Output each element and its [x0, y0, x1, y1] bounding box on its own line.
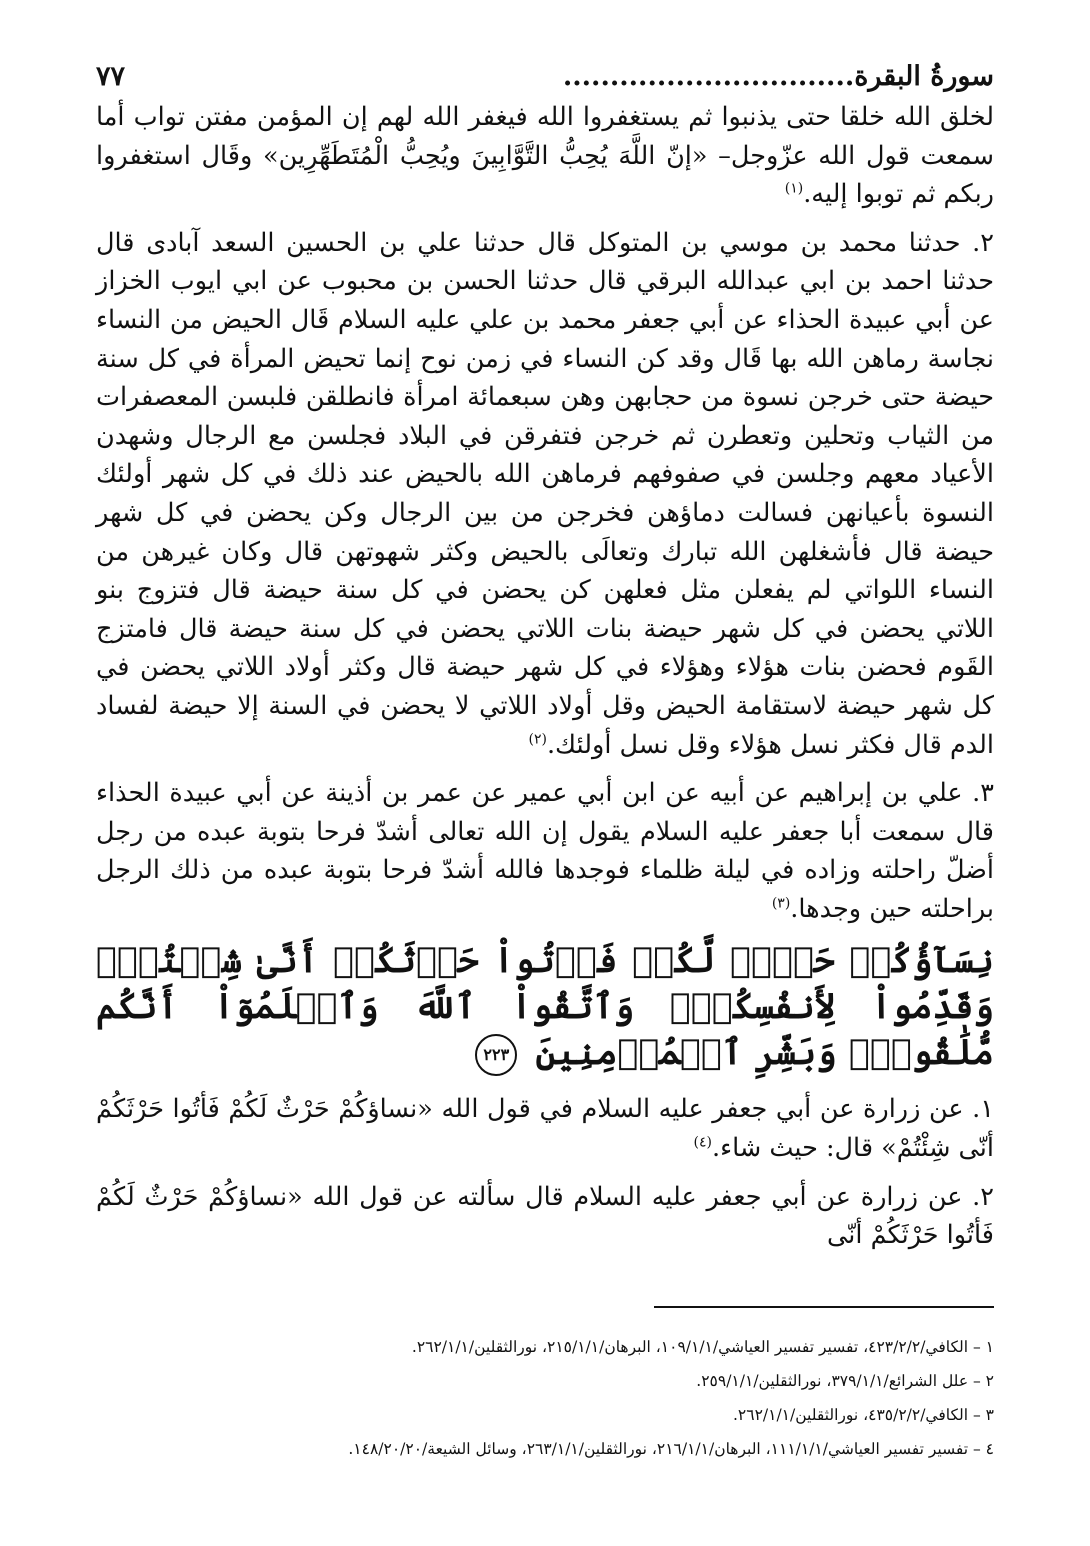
footnote-item: ١ – الكافي/٤٢٣/٢/٢، تفسير تفسير العياشي/١٠٩/١/١، البرهان/٢١٥/١/١، نورالثقلين/٢٦٢/١/١.: [411, 1338, 994, 1356]
footnote-item: ٤ – تفسير تفسير العياشي/١١١/١/١، البرهان/٢١٦/١/١، نورالثقلين/٢٦٣/١/١، وسائل الشيعة/١٤٨/٢٠/٢٠.: [348, 1440, 994, 1458]
verse-text: نِسَآؤُكُمۡ حَرۡثٞ لَّكُمۡ فَأۡتُواْ حَرۡثَكُمۡ أَنَّىٰ شِئۡتُمۡۖ وَقَدِّمُواْ لِأَنفُسِكُمۡۚ وَٱتَّقُواْ ٱللَّهَ وَٱعۡلَمُوٓاْ أَنَّكُم مُّلَٰقُوهُۗ وَبَشِّرِ ٱلۡمُؤۡمِنِينَ: [96, 940, 994, 1074]
paragraph-line: لخلق الله خلقا حتى يذنبوا ثم يستغفروا الله فيغفر الله لهم إن المؤمن مفتن تواب أما سمعت قول: [96, 102, 994, 171]
hadith-text: ١. عن زرارة عن أبي جعفر عليه السلام في قول الله «نساؤكُمْ حَرْثٌ لَكُمْ فَأتُوا حَرْثَكُمْ أنّى شِئْتُمْ» قال: حيث شاء.: [96, 1094, 994, 1164]
hadith-text: ٢. حدثنا محمد بن موسي بن المتوكل قال حدثنا علي بن الحسين السعد آبادى قال حدثنا احمد بن ابي عبدالله البرقي قال حدثنا الحسن بن محبوب عن ابي ايوب الخزاز عن أبي عبيدة الحذاء عن أبي جعفر محمد بن علي عليه السلام قَال الحيض من النساء نجاسة رماهن الله بها قَال وقد كن النساء في زمن نوح إنما تحيض المرأة في كل سنة حيضة حتى خرجن نسوة من حجابهن وهن سبعمائة امرأة فانطلقن فلبسن المعصفرات من الثياب وتحلين وتعطرن ثم خرجن فتفرقن في البلاد فجلسن مع الرجال وشهدن الأعياد معهم وجلسن في صفوفهم فرماهن الله بالحيض عند ذلك في كل شهر أولئك النسوة بأعيانهن فسالت دماؤهن فخرجن من بين الرجال وكن يحضن في كل شهر حيضة قال فأشغلهن الله تبارك وتعالَى بالحيض وكثر شهوتهن قال وكان غيرهن من النساء اللواتي لم يفعلن مثل فعلهن كن يحضن في كل سنة حيضة قال فتزوج بنو اللاتي يحضن في كل شهر حيضة بنات اللاتي يحضن في كل سنة حيضة قال فامتزج القَوم فحضن بنات هؤلاء وهؤلاء في كل شهر حيضة قال وكثر أولاد اللاتي يحضن في كل شهر حيضة لاستقامة الحيض وقل أولاد اللاتي لا يحضن في السنة إلا حيضة لفساد الدم قال فكثر نسل هؤلاء وقل نسل أولئك.: [96, 227, 994, 760]
header-title-group: [563, 61, 994, 92]
hadith-paragraph-4: [96, 1090, 994, 1167]
footnote-divider: [654, 1306, 994, 1308]
verse-number-medallion: ٢٢٣: [475, 1034, 517, 1076]
paragraph-continued: [96, 98, 994, 214]
running-header: [96, 52, 994, 92]
hadith-paragraph-5: [96, 1178, 994, 1255]
quran-verse: [96, 938, 994, 1076]
footnote-ref: (١): [784, 180, 804, 197]
footnote-ref: (٤): [693, 1134, 712, 1151]
paragraph-line: الله عزّوجل– «إنّ اللَّهَ يُحِبُّ التَّوَّابِينَ ويُحِبُّ الْمُتَطَهِّرِين» وقَال استغفروا ربكم ثم توبوا إليه.: [96, 140, 994, 210]
footnote-ref: (٢): [528, 731, 547, 747]
header-leader-dots: ...............................: [562, 61, 855, 92]
footnote-ref: (٣): [771, 895, 791, 912]
surah-title: سورةُ البقرة: [854, 61, 994, 92]
page-body: [96, 98, 994, 1265]
hadith-text: ٢. عن زرارة عن أبي جعفر عليه السلام قال سألته عن قول الله «نساؤكُمْ حَرْثٌ لَكُمْ فَأتُوا حَرْثَكُمْ أنّى: [96, 1181, 994, 1251]
hadith-paragraph-3: [96, 774, 994, 928]
footnotes: [96, 1330, 994, 1466]
page-number: ٧٧: [96, 61, 126, 92]
footnote-item: ٣ – الكافي/٤٣٥/٢/٢، نورالثقلين/٢٦٢/١/١.: [732, 1406, 994, 1424]
hadith-text: ٣. علي بن إبراهيم عن أبيه عن ابن أبي عمير عن عمر بن أذينة عن أبي عبيدة الحذاء قال سمعت أبا جعفر عليه السلام يقول إن الله تعالى أشدّ فرحا بتوبة عبده من رجل أضلّ راحلته وزاده في ليلة ظلماء فوجدها فالله أشدّ فرحا بتوبة عبده من ذلك الرجل براحلته حين وجدها.: [96, 778, 994, 924]
footnote-item: ٢ – علل الشرائع/٣٧٩/١/١، نورالثقلين/٢٥٩/١/١.: [696, 1372, 994, 1390]
hadith-paragraph-2: [96, 224, 994, 764]
